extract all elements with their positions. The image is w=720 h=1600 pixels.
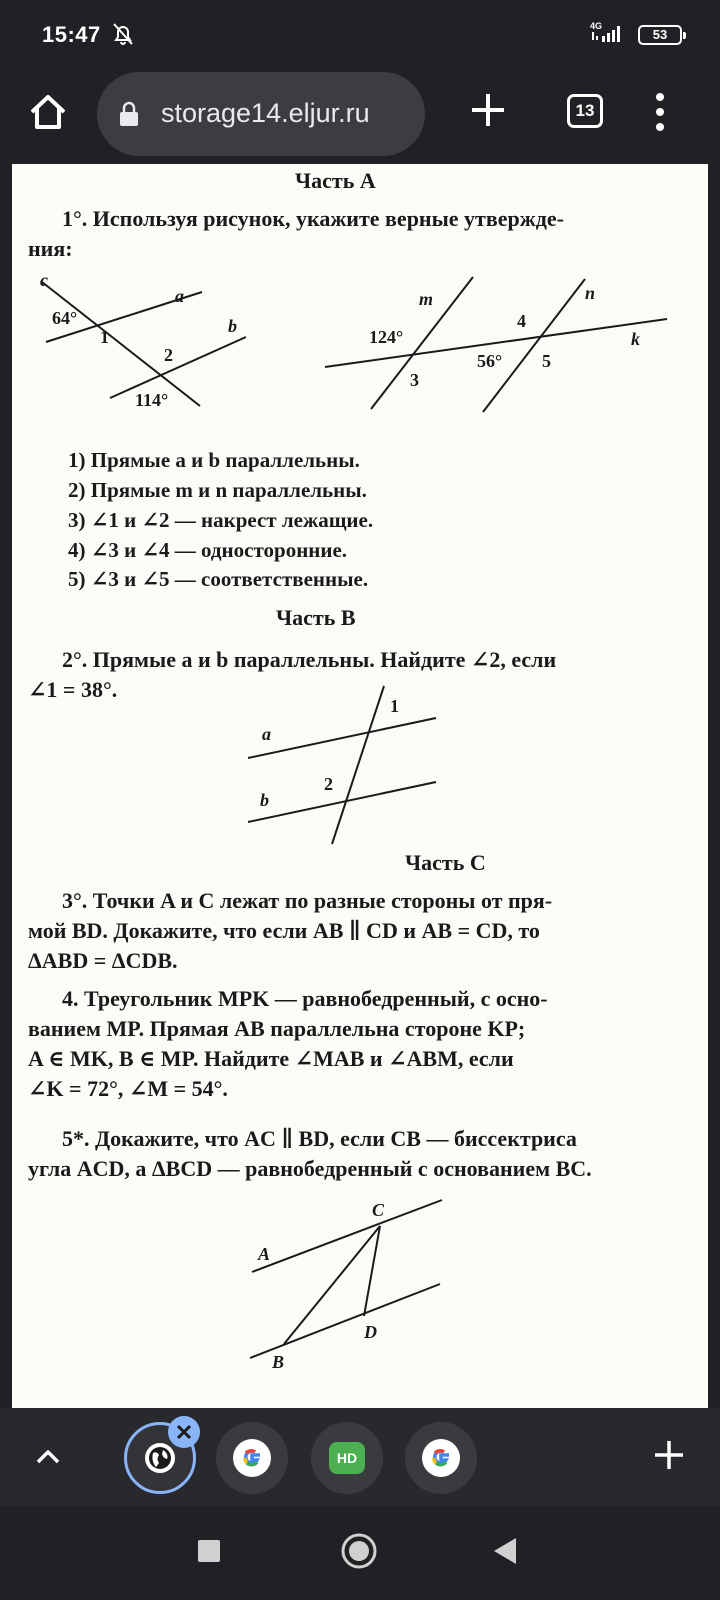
q2-text-line1: 2°. Прямые a и b параллельны. Найдите ∠2, если: [62, 647, 557, 672]
q4-text-line1: 4. Треугольник MPK — равнобедренный, с осно-: [62, 986, 548, 1011]
svg-text:1: 1: [100, 327, 109, 347]
figure-3-parallel-ab: [240, 682, 450, 848]
svg-text:1: 1: [390, 696, 399, 716]
q1-text-line1: 1°. Используя рисунок, укажите верные утвержде-: [62, 206, 564, 231]
system-nav-bar: [0, 1506, 720, 1600]
tab-thumbnail-hd[interactable]: [311, 1422, 383, 1494]
svg-text:b: b: [260, 790, 269, 810]
tab-thumbnail-google-2[interactable]: [405, 1422, 477, 1494]
q3-text-line3: ΔABD = ΔCDB.: [28, 948, 178, 973]
google-favicon-icon: [233, 1439, 271, 1477]
tab-thumbnail-google-1[interactable]: [216, 1422, 288, 1494]
status-time: 15:47: [42, 22, 101, 47]
add-tab-icon[interactable]: [650, 1436, 688, 1474]
home-icon[interactable]: [24, 88, 72, 136]
svg-text:k: k: [631, 329, 640, 349]
q4-text-line4: ∠K = 72°, ∠M = 54°.: [28, 1076, 228, 1101]
svg-text:124°: 124°: [369, 327, 404, 347]
svg-text:A: A: [258, 1244, 271, 1264]
svg-text:n: n: [585, 283, 596, 303]
svg-text:3: 3: [410, 370, 419, 390]
q3-text-line1: 3°. Точки A и C лежат по разные стороны от пря-: [62, 888, 553, 913]
svg-text:b: b: [228, 316, 237, 336]
q5-text-line2: угла ACD, а ΔBCD — равнобедренный с основанием BC.: [28, 1156, 592, 1181]
svg-text:c: c: [40, 272, 48, 290]
q1-text-line2: ния:: [28, 236, 73, 261]
part-a-heading: Часть А: [295, 168, 376, 193]
q4-text-line3: A ∈ MK, B ∈ MP. Найдите ∠MAB и ∠ABM, если: [28, 1046, 514, 1071]
tab-strip: [0, 1408, 720, 1506]
svg-text:56°: 56°: [477, 351, 503, 371]
document-page: [12, 164, 708, 1408]
tab-switcher-button[interactable]: 13: [567, 94, 603, 128]
statement-2: 2) Прямые m и n параллельны.: [68, 478, 367, 502]
browser-toolbar: [0, 64, 720, 164]
status-bar: [0, 0, 720, 64]
q3-text-line2: мой BD. Докажите, что если AB ∥ CD и AB = CD, то: [28, 918, 540, 943]
dnd-off-icon: [112, 22, 134, 46]
svg-text:64°: 64°: [52, 308, 78, 328]
svg-text:D: D: [364, 1322, 377, 1342]
hd-favicon-icon: HD: [329, 1442, 365, 1474]
q5-text-line1: 5*. Докажите, что AC ∥ BD, если CB — биссектриса: [62, 1126, 577, 1151]
figure-1-lines-abc: [32, 272, 272, 412]
statement-5: 5) ∠3 и ∠5 — соответственные.: [68, 567, 369, 591]
new-tab-icon[interactable]: [466, 88, 510, 132]
recents-icon[interactable]: [196, 1538, 222, 1564]
signal-icon: [590, 20, 630, 46]
q4-text-line2: ванием MP. Прямая AB параллельна стороне KP;: [28, 1016, 526, 1041]
svg-text:2: 2: [164, 345, 173, 365]
lock-icon: [119, 101, 139, 127]
url-text[interactable]: storage14.eljur.ru: [161, 98, 370, 128]
q2-text-line2: ∠1 = 38°.: [28, 677, 118, 702]
svg-text:5: 5: [542, 351, 551, 371]
home-nav-icon[interactable]: [340, 1532, 378, 1570]
svg-text:a: a: [175, 286, 184, 306]
statement-4: 4) ∠3 и ∠4 — односторонние.: [68, 538, 348, 562]
svg-text:B: B: [272, 1352, 285, 1372]
statement-3: 3) ∠1 и ∠2 — накрест лежащие.: [68, 508, 374, 532]
svg-text:C: C: [372, 1200, 385, 1220]
svg-text:2: 2: [324, 774, 333, 794]
battery-icon: 53: [638, 25, 682, 45]
svg-text:4G: 4G: [590, 21, 603, 31]
chevron-up-icon[interactable]: [30, 1438, 66, 1474]
more-menu-icon[interactable]: [648, 90, 672, 134]
close-tab-icon[interactable]: [168, 1416, 200, 1448]
back-icon[interactable]: [492, 1536, 518, 1566]
svg-text:a: a: [262, 724, 271, 744]
svg-text:4: 4: [517, 311, 526, 331]
google-favicon-icon: [422, 1439, 460, 1477]
part-b-heading: Часть В: [276, 605, 356, 630]
svg-text:114°: 114°: [135, 390, 169, 410]
url-bar[interactable]: [97, 72, 425, 156]
figure-2-lines-mnk: [317, 269, 677, 419]
figure-4-acbd: [240, 1190, 460, 1372]
svg-text:m: m: [419, 289, 434, 309]
part-c-heading: Часть С: [405, 850, 486, 875]
statement-1: 1) Прямые a и b параллельны.: [68, 448, 360, 472]
